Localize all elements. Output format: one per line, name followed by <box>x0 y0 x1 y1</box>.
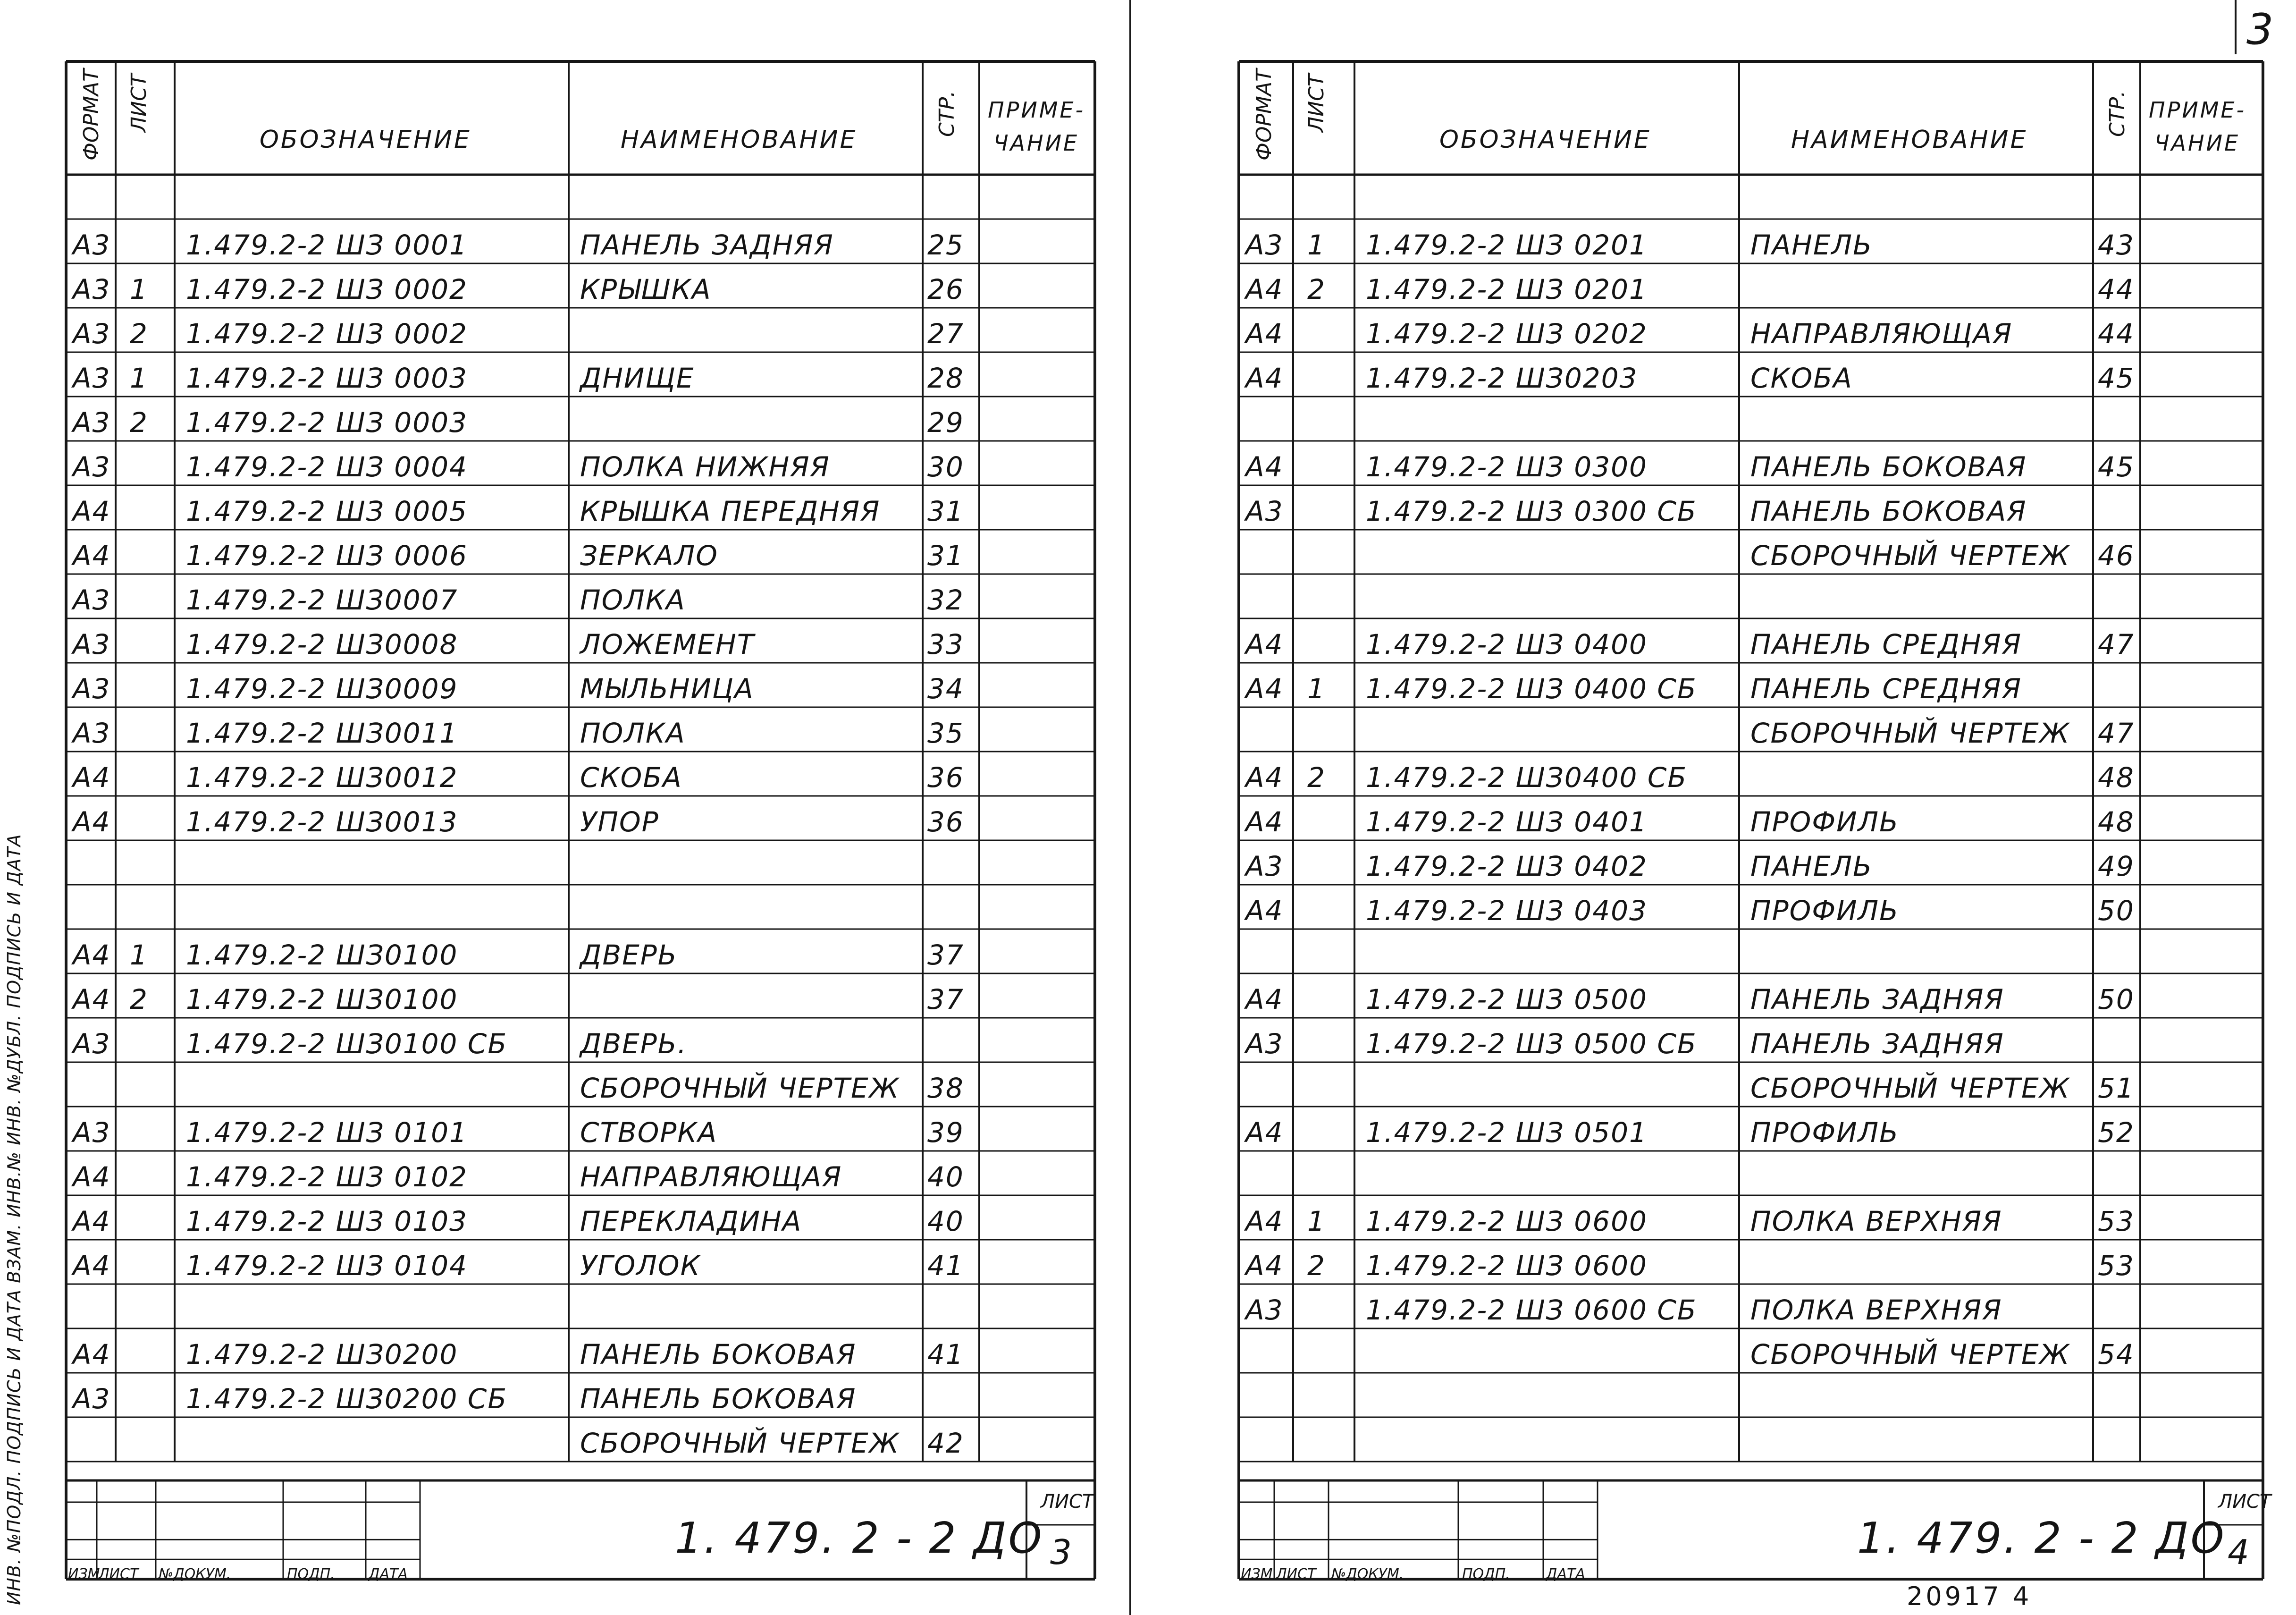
cell-format: А4 <box>1245 451 1284 483</box>
tb-date-label: ДАТА <box>1546 1566 1585 1583</box>
cell-format: А3 <box>73 273 111 305</box>
cell-name: ЗЕРКАЛО <box>580 540 718 572</box>
cell-page: 26 <box>927 273 964 305</box>
cell-designation: 1.479.2-2 ШЗ 0600 <box>1366 1205 1648 1237</box>
tb-izm-label: ИЗМ <box>1241 1566 1273 1583</box>
cell-sheet: 2 <box>130 983 148 1015</box>
cell-designation: 1.479.2-2 ШЗ 0600 <box>1366 1250 1648 1282</box>
header-note-2: ЧАНИЕ <box>993 130 1079 156</box>
cell-page: 31 <box>927 540 964 572</box>
cell-sheet: 2 <box>130 406 148 439</box>
cell-name: ПАНЕЛЬ <box>1750 850 1873 882</box>
cell-format: А4 <box>1245 673 1284 705</box>
cell-page: 43 <box>2098 229 2135 261</box>
cell-designation: 1.479.2-2 ШЗ0012 <box>186 761 458 794</box>
cell-format: А4 <box>73 1338 111 1370</box>
cell-sheet: 2 <box>130 318 148 350</box>
header-name: НАИМЕНОВАНИЕ <box>1791 126 2028 154</box>
cell-page: 33 <box>927 628 964 660</box>
cell-name: СБОРОЧНЫЙ ЧЕРТЕЖ <box>1750 1338 2070 1370</box>
cell-designation: 1.479.2-2 ШЗ 0003 <box>186 362 468 394</box>
header-page: СТР. <box>935 90 959 137</box>
tb-izm-label: ИЗМ <box>68 1566 100 1583</box>
cell-name: ПОЛКА <box>580 717 686 749</box>
cell-designation: 1.479.2-2 ШЗ 0002 <box>186 318 468 350</box>
sheet-number: 4 <box>2228 1532 2249 1572</box>
cell-sheet: 1 <box>1307 673 1326 705</box>
cell-format: А3 <box>1245 229 1284 261</box>
cell-page: 53 <box>2098 1205 2135 1237</box>
cell-designation: 1.479.2-2 ШЗ0100 <box>186 939 458 971</box>
cell-name: СКОБА <box>1750 362 1853 394</box>
cell-designation: 1.479.2-2 ШЗ 0001 <box>186 229 468 261</box>
cell-sheet: 1 <box>1307 1205 1326 1237</box>
cell-page: 36 <box>927 761 964 794</box>
cell-page: 45 <box>2098 362 2135 394</box>
cell-page: 52 <box>2098 1116 2135 1149</box>
archive-number: 20917 4 <box>1907 1581 2032 1611</box>
cell-page: 42 <box>927 1427 964 1459</box>
document-code: 1. 479. 2 - 2 ДО <box>1857 1514 2226 1563</box>
cell-format: А4 <box>1245 318 1284 350</box>
cell-format: А4 <box>1245 761 1284 794</box>
cell-format: А4 <box>1245 983 1284 1015</box>
sheet-number: 3 <box>1050 1532 1072 1572</box>
cell-sheet: 2 <box>1307 761 1326 794</box>
cell-sheet: 2 <box>1307 1250 1326 1282</box>
cell-name: ПЕРЕКЛАДИНА <box>580 1205 802 1237</box>
side-stamp-text: ИНВ. №ПОДЛ. ПОДПИСЬ И ДАТА ВЗАМ. ИНВ.№ ИНВ. №ДУБЛ. ПОДПИСЬ И ДАТА <box>4 834 25 1605</box>
cell-format: А4 <box>73 983 111 1015</box>
header-designation: ОБОЗНАЧЕНИЕ <box>1439 126 1651 154</box>
cell-page: 34 <box>927 673 964 705</box>
cell-designation: 1.479.2-2 ШЗ 0005 <box>186 495 468 527</box>
cell-page: 25 <box>927 229 964 261</box>
cell-page: 46 <box>2098 540 2135 572</box>
cell-name: ПАНЕЛЬ БОКОВАЯ <box>1750 495 2027 527</box>
cell-format: А3 <box>73 584 111 616</box>
cell-page: 44 <box>2098 273 2135 305</box>
cell-format: А3 <box>1245 1028 1284 1060</box>
cell-format: А4 <box>1245 1250 1284 1282</box>
cell-format: А3 <box>73 318 111 350</box>
cell-designation: 1.479.2-2 ШЗ 0500 СБ <box>1366 1028 1697 1060</box>
header-page: СТР. <box>2105 90 2129 137</box>
corner-box-line <box>2235 0 2237 54</box>
cell-designation: 1.479.2-2 ШЗ0200 <box>186 1338 458 1370</box>
cell-designation: 1.479.2-2 ШЗ0200 СБ <box>186 1383 508 1415</box>
cell-page: 40 <box>927 1205 964 1237</box>
cell-format: А4 <box>1245 362 1284 394</box>
cell-page: 49 <box>2098 850 2135 882</box>
cell-name: МЫЛЬНИЦА <box>580 673 754 705</box>
cell-name: ПОЛКА ВЕРХНЯЯ <box>1750 1205 2002 1237</box>
cell-format: А4 <box>1245 806 1284 838</box>
cell-page: 50 <box>2098 895 2135 927</box>
cell-format: А4 <box>73 761 111 794</box>
cell-page: 50 <box>2098 983 2135 1015</box>
cell-format: А4 <box>73 806 111 838</box>
cell-designation: 1.479.2-2 ШЗ 0101 <box>186 1116 468 1149</box>
cell-designation: 1.479.2-2 ШЗ 0102 <box>186 1161 468 1193</box>
cell-designation: 1.479.2-2 ШЗ0008 <box>186 628 458 660</box>
cell-designation: 1.479.2-2 ШЗ0007 <box>186 584 458 616</box>
tb-date-label: ДАТА <box>369 1566 408 1583</box>
cell-name: ПАНЕЛЬ <box>1750 229 1873 261</box>
cell-designation: 1.479.2-2 ШЗ 0401 <box>1366 806 1648 838</box>
tb-docno-label: №ДОКУМ. <box>159 1566 231 1583</box>
cell-page: 41 <box>927 1338 964 1370</box>
cell-name: СБОРОЧНЫЙ ЧЕРТЕЖ <box>1750 1072 2070 1104</box>
cell-format: А3 <box>73 1028 111 1060</box>
cell-name: УГОЛОК <box>580 1250 701 1282</box>
cell-page: 48 <box>2098 761 2135 794</box>
cell-format: А4 <box>1245 895 1284 927</box>
header-designation: ОБОЗНАЧЕНИЕ <box>260 126 471 154</box>
cell-name: ПАНЕЛЬ БОКОВАЯ <box>580 1338 857 1370</box>
cell-designation: 1.479.2-2 ШЗ 0300 <box>1366 451 1648 483</box>
cell-name: ПРОФИЛЬ <box>1750 895 1899 927</box>
tb-sign-label: ПОДП. <box>1462 1566 1510 1583</box>
cell-page: 36 <box>927 806 964 838</box>
header-format: ФОРМАТ <box>79 69 103 161</box>
cell-name: ПОЛКА ВЕРХНЯЯ <box>1750 1294 2002 1326</box>
cell-page: 31 <box>927 495 964 527</box>
cell-sheet: 1 <box>130 273 148 305</box>
cell-name: ПАНЕЛЬ СРЕДНЯЯ <box>1750 628 2022 660</box>
cell-name: СБОРОЧНЫЙ ЧЕРТЕЖ <box>1750 540 2070 572</box>
tb-list-label: ЛИСТ <box>99 1566 139 1583</box>
cell-page: 29 <box>927 406 964 439</box>
tb-sign-label: ПОДП. <box>287 1566 335 1583</box>
cell-name: КРЫШКА <box>580 273 712 305</box>
cell-page: 40 <box>927 1161 964 1193</box>
cell-page: 37 <box>927 983 964 1015</box>
header-sheet: ЛИСТ <box>1304 74 1329 132</box>
cell-page: 53 <box>2098 1250 2135 1282</box>
cell-page: 35 <box>927 717 964 749</box>
cell-format: А4 <box>73 540 111 572</box>
cell-designation: 1.479.2-2 ШЗ0011 <box>186 717 458 749</box>
cell-designation: 1.479.2-2 ШЗ0009 <box>186 673 458 705</box>
cell-sheet: 1 <box>130 362 148 394</box>
cell-page: 39 <box>927 1116 964 1149</box>
cell-designation: 1.479.2-2 ШЗ 0300 СБ <box>1366 495 1697 527</box>
cell-designation: 1.479.2-2 ШЗ0203 <box>1366 362 1638 394</box>
cell-designation: 1.479.2-2 ШЗ 0500 <box>1366 983 1648 1015</box>
cell-designation: 1.479.2-2 ШЗ 0400 СБ <box>1366 673 1697 705</box>
cell-format: А3 <box>73 1116 111 1149</box>
cell-page: 37 <box>927 939 964 971</box>
cell-page: 32 <box>927 584 964 616</box>
cell-name: ПРОФИЛЬ <box>1750 1116 1899 1149</box>
tb-list-label: ЛИСТ <box>1276 1566 1316 1583</box>
cell-format: А3 <box>73 717 111 749</box>
cell-designation: 1.479.2-2 ШЗ 0403 <box>1366 895 1648 927</box>
cell-page: 48 <box>2098 806 2135 838</box>
cell-format: А3 <box>73 1383 111 1415</box>
cell-page: 47 <box>2098 717 2135 749</box>
cell-format: А3 <box>1245 1294 1284 1326</box>
cell-name: ПАНЕЛЬ БОКОВАЯ <box>1750 451 2027 483</box>
cell-designation: 1.479.2-2 ШЗ 0202 <box>1366 318 1648 350</box>
cell-name: ПАНЕЛЬ ЗАДНЯЯ <box>580 229 834 261</box>
cell-designation: 1.479.2-2 ШЗ 0400 <box>1366 628 1648 660</box>
cell-designation: 1.479.2-2 ШЗ 0006 <box>186 540 468 572</box>
cell-format: А4 <box>73 1250 111 1282</box>
cell-designation: 1.479.2-2 ШЗ0400 СБ <box>1366 761 1688 794</box>
cell-format: А4 <box>1245 628 1284 660</box>
cell-format: А4 <box>73 1205 111 1237</box>
cell-format: А3 <box>73 628 111 660</box>
cell-designation: 1.479.2-2 ШЗ 0004 <box>186 451 468 483</box>
header-sheet: ЛИСТ <box>127 74 151 132</box>
cell-designation: 1.479.2-2 ШЗ 0002 <box>186 273 468 305</box>
cell-format: А4 <box>1245 1205 1284 1237</box>
cell-name: ПОЛКА <box>580 584 686 616</box>
cell-page: 51 <box>2098 1072 2135 1104</box>
tb-docno-label: №ДОКУМ. <box>1331 1566 1404 1583</box>
cell-name: НАПРАВЛЯЮЩАЯ <box>1750 318 2013 350</box>
cell-format: А3 <box>73 362 111 394</box>
cell-page: 30 <box>927 451 964 483</box>
sheet-label: ЛИСТ <box>2218 1491 2271 1513</box>
corner-page-number: 3 <box>2246 5 2274 54</box>
cell-name: ПАНЕЛЬ ЗАДНЯЯ <box>1750 1028 2004 1060</box>
left-sheet <box>0 0 1128 1615</box>
cell-name: ПОЛКА НИЖНЯЯ <box>580 451 830 483</box>
right-sheet <box>1133 0 2296 1615</box>
cell-page: 44 <box>2098 318 2135 350</box>
sheet-label: ЛИСТ <box>1041 1491 1094 1513</box>
cell-name: НАПРАВЛЯЮЩАЯ <box>580 1161 842 1193</box>
cell-sheet: 1 <box>130 939 148 971</box>
cell-format: А3 <box>1245 850 1284 882</box>
header-format: ФОРМАТ <box>1252 69 1276 161</box>
cell-designation: 1.479.2-2 ШЗ0100 <box>186 983 458 1015</box>
cell-format: А3 <box>73 673 111 705</box>
page-divider <box>1129 0 1131 1615</box>
cell-designation: 1.479.2-2 ШЗ 0201 <box>1366 273 1648 305</box>
cell-name: СБОРОЧНЫЙ ЧЕРТЕЖ <box>1750 717 2070 749</box>
cell-page: 38 <box>927 1072 964 1104</box>
cell-name: СБОРОЧНЫЙ ЧЕРТЕЖ <box>580 1427 900 1459</box>
cell-name: ПАНЕЛЬ БОКОВАЯ <box>580 1383 857 1415</box>
cell-format: А3 <box>73 451 111 483</box>
cell-name: ПАНЕЛЬ ЗАДНЯЯ <box>1750 983 2004 1015</box>
header-note-1: ПРИМЕ- <box>2149 97 2246 123</box>
cell-name: СКОБА <box>580 761 682 794</box>
cell-designation: 1.479.2-2 ШЗ 0201 <box>1366 229 1648 261</box>
cell-designation: 1.479.2-2 ШЗ 0501 <box>1366 1116 1648 1149</box>
header-name: НАИМЕНОВАНИЕ <box>621 126 858 154</box>
cell-page: 41 <box>927 1250 964 1282</box>
cell-format: А4 <box>73 495 111 527</box>
cell-page: 47 <box>2098 628 2135 660</box>
cell-format: А4 <box>1245 273 1284 305</box>
header-note-2: ЧАНИЕ <box>2154 130 2240 156</box>
cell-page: 28 <box>927 362 964 394</box>
cell-designation: 1.479.2-2 ШЗ0100 СБ <box>186 1028 508 1060</box>
cell-sheet: 1 <box>1307 229 1326 261</box>
cell-format: А3 <box>73 229 111 261</box>
cell-designation: 1.479.2-2 ШЗ 0003 <box>186 406 468 439</box>
cell-format: А4 <box>1245 1116 1284 1149</box>
cell-format: А3 <box>1245 495 1284 527</box>
cell-format: А4 <box>73 939 111 971</box>
cell-page: 45 <box>2098 451 2135 483</box>
cell-designation: 1.479.2-2 ШЗ 0103 <box>186 1205 468 1237</box>
cell-name: КРЫШКА ПЕРЕДНЯЯ <box>580 495 881 527</box>
cell-page: 54 <box>2098 1338 2135 1370</box>
header-note-1: ПРИМЕ- <box>988 97 1085 123</box>
cell-format: А4 <box>73 1161 111 1193</box>
cell-page: 27 <box>927 318 964 350</box>
cell-name: ПАНЕЛЬ СРЕДНЯЯ <box>1750 673 2022 705</box>
document-code: 1. 479. 2 - 2 ДО <box>675 1514 1044 1563</box>
cell-name: СТВОРКА <box>580 1116 718 1149</box>
cell-format: А3 <box>73 406 111 439</box>
cell-name: ДВЕРЬ. <box>580 1028 687 1060</box>
cell-name: ДНИЩЕ <box>580 362 695 394</box>
cell-designation: 1.479.2-2 ШЗ 0104 <box>186 1250 468 1282</box>
cell-sheet: 2 <box>1307 273 1326 305</box>
cell-designation: 1.479.2-2 ШЗ0013 <box>186 806 458 838</box>
cell-name: УПОР <box>580 806 659 838</box>
cell-designation: 1.479.2-2 ШЗ 0402 <box>1366 850 1648 882</box>
cell-name: ДВЕРЬ <box>580 939 678 971</box>
cell-designation: 1.479.2-2 ШЗ 0600 СБ <box>1366 1294 1697 1326</box>
cell-name: ПРОФИЛЬ <box>1750 806 1899 838</box>
cell-name: ЛОЖЕМЕНТ <box>580 628 755 660</box>
cell-name: СБОРОЧНЫЙ ЧЕРТЕЖ <box>580 1072 900 1104</box>
